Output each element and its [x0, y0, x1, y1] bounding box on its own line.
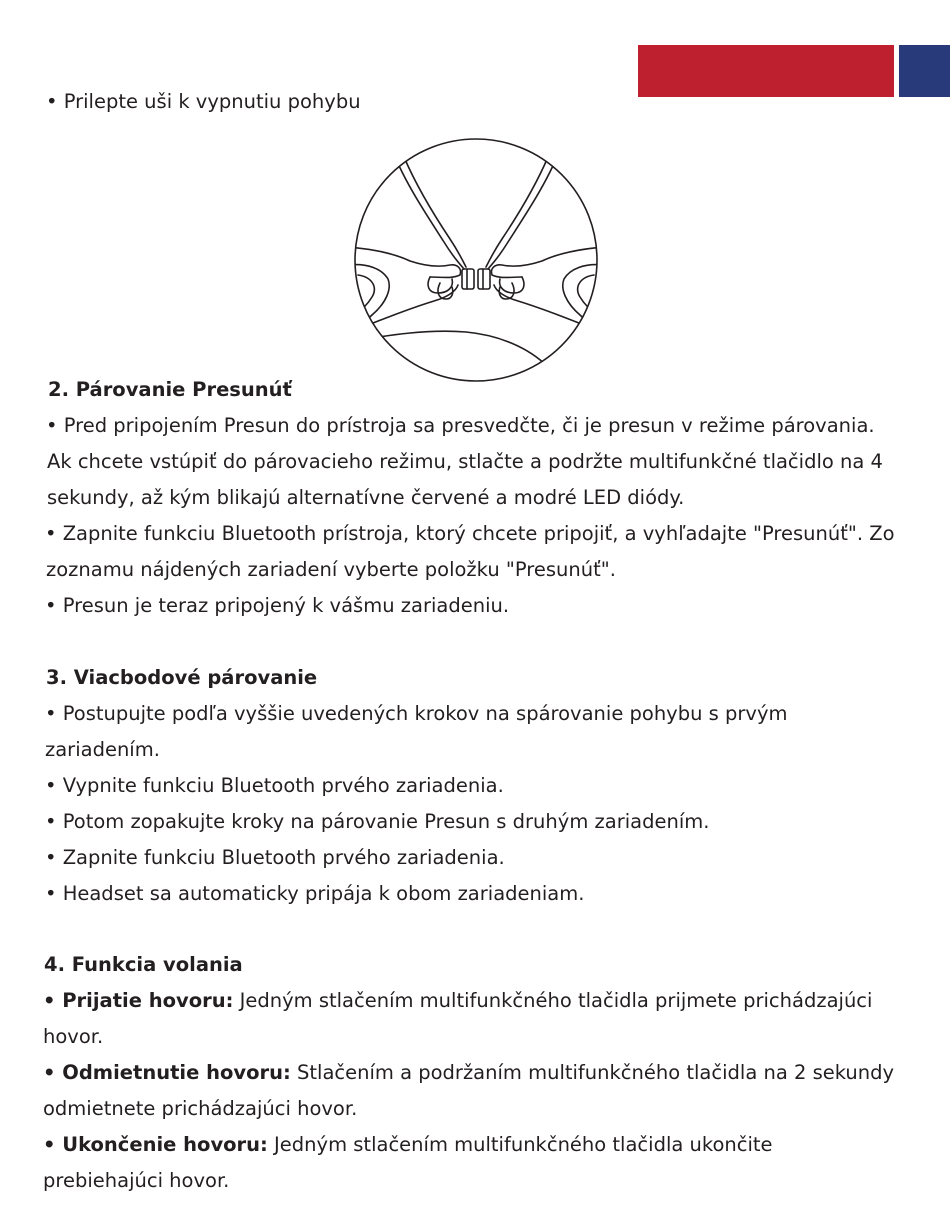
call-item-cont: hovor. [43, 1025, 104, 1048]
section2-heading: 2. Párovanie Presunúť [48, 378, 292, 401]
call-item-text: Jedným stlačením multifunkčného tlačidla prijmete prichádzajúci [233, 989, 873, 1012]
top-note: • Prilepte uši k vypnutiu pohybu [46, 90, 361, 113]
section2-line: • Pred pripojením Presun do prístroja sa presvedčte, či je presun v režime párovania. [46, 414, 875, 437]
section3-line: zariadením. [45, 738, 160, 761]
call-item-label: • Odmietnutie hovoru: [43, 1061, 291, 1084]
section3-heading: 3. Viacbodové párovanie [46, 666, 318, 689]
header-red-bar [638, 45, 894, 97]
call-item [43, 1060, 894, 1086]
call-item [43, 988, 872, 1014]
call-item-label: • Ukončenie hovoru: [43, 1133, 268, 1156]
section2-line: • Zapnite funkciu Bluetooth prístroja, ktorý chcete pripojiť, a vyhľadajte "Presunúť". Zo [45, 522, 895, 545]
section2-line: Ak chcete vstúpiť do párovacieho režimu, stlačte a podržte multifunkčné tlačidlo na 4 [47, 450, 883, 473]
section3-line: • Vypnite funkciu Bluetooth prvého zariadenia. [45, 774, 504, 797]
call-item-text: Jedným stlačením multifunkčného tlačidla ukončite [267, 1133, 773, 1156]
section4-heading: 4. Funkcia volania [44, 953, 243, 976]
section3-line: • Postupujte podľa vyššie uvedených krokov na spárovanie pohybu s prvým [45, 702, 788, 725]
call-item [43, 1132, 773, 1158]
call-item-cont: odmietnete prichádzajúci hovor. [43, 1097, 358, 1120]
call-item-cont: prebiehajúci hovor. [43, 1169, 230, 1192]
earbuds-illustration [348, 137, 604, 383]
call-item-label: • Prijatie hovoru: [43, 989, 234, 1012]
section2-line: zoznamu nájdených zariadení vyberte položku "Presunúť". [46, 558, 616, 581]
header-blue-bar [899, 45, 950, 97]
section2-line: sekundy, až kým blikajú alternatívne červené a modré LED diódy. [47, 486, 685, 509]
section3-line: • Potom zopakujte kroky na párovanie Presun s druhým zariadením. [45, 810, 710, 833]
call-item-text: Stlačením a podržaním multifunkčného tlačidla na 2 sekundy [290, 1061, 895, 1084]
section3-line: • Headset sa automaticky pripája k obom zariadeniam. [45, 882, 585, 905]
section2-line: • Presun je teraz pripojený k vášmu zariadeniu. [45, 594, 510, 617]
section3-line: • Zapnite funkciu Bluetooth prvého zariadenia. [45, 846, 505, 869]
